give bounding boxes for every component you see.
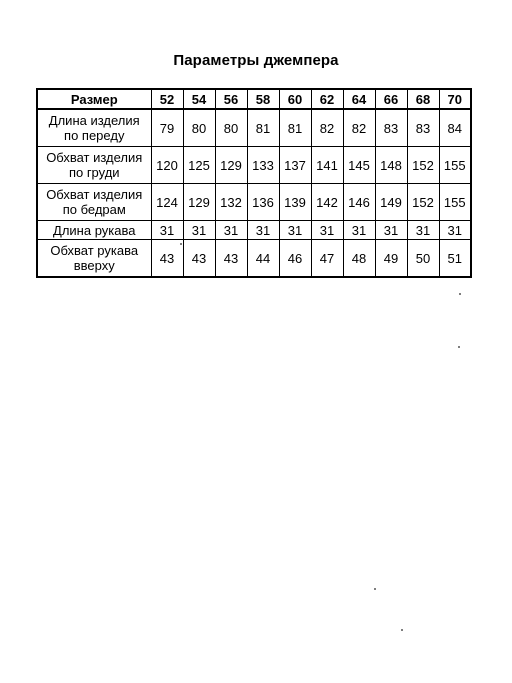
table-cell: 82 xyxy=(343,109,375,147)
table-cell: 82 xyxy=(311,109,343,147)
scan-speck xyxy=(401,629,403,631)
table-row xyxy=(37,184,471,221)
table-cell: 31 xyxy=(311,221,343,240)
row-label-line: Обхват изделия xyxy=(46,187,143,202)
row-label xyxy=(37,147,151,184)
table-cell: 31 xyxy=(279,221,311,240)
table-row xyxy=(37,240,471,278)
row-label-line: по переду xyxy=(64,128,125,143)
size-header: 62 xyxy=(311,89,343,109)
size-header: 54 xyxy=(183,89,215,109)
table-cell: 43 xyxy=(183,240,215,278)
row-label-line: вверху xyxy=(73,258,115,273)
table-cell: 43 xyxy=(215,240,247,278)
size-header: 52 xyxy=(151,89,183,109)
row-label xyxy=(37,184,151,221)
table-cell: 31 xyxy=(215,221,247,240)
scan-speck xyxy=(180,243,182,245)
table-cell: 50 xyxy=(407,240,439,278)
table-cell: 145 xyxy=(343,147,375,184)
row-label-line: Длина рукава xyxy=(53,222,136,238)
size-table xyxy=(36,88,472,278)
table-cell: 44 xyxy=(247,240,279,278)
table-cell: 84 xyxy=(439,109,471,147)
table-cell: 49 xyxy=(375,240,407,278)
size-header: 70 xyxy=(439,89,471,109)
table-row xyxy=(37,109,471,147)
document-title: Параметры джемпера xyxy=(173,52,339,69)
size-header: 68 xyxy=(407,89,439,109)
table-cell: 139 xyxy=(279,184,311,221)
table-cell: 152 xyxy=(407,184,439,221)
row-label-line: Обхват рукава xyxy=(50,243,139,258)
size-header: 60 xyxy=(279,89,311,109)
table-cell: 132 xyxy=(215,184,247,221)
row-label xyxy=(37,221,151,240)
table-cell: 129 xyxy=(183,184,215,221)
table-row xyxy=(37,147,471,184)
table-cell: 46 xyxy=(279,240,311,278)
row-label-line: по бедрам xyxy=(62,202,126,217)
header-label: Размер xyxy=(37,89,151,109)
table-cell: 31 xyxy=(247,221,279,240)
table-cell: 31 xyxy=(439,221,471,240)
table-cell: 120 xyxy=(151,147,183,184)
table-cell: 31 xyxy=(183,221,215,240)
table-row xyxy=(37,221,471,240)
table-cell: 136 xyxy=(247,184,279,221)
table-cell: 80 xyxy=(183,109,215,147)
row-label xyxy=(37,240,151,278)
table-cell: 155 xyxy=(439,147,471,184)
table-cell: 83 xyxy=(407,109,439,147)
table-cell: 31 xyxy=(343,221,375,240)
scan-speck xyxy=(374,588,376,590)
table-cell: 146 xyxy=(343,184,375,221)
table-cell: 83 xyxy=(375,109,407,147)
table-cell: 81 xyxy=(279,109,311,147)
table-cell: 48 xyxy=(343,240,375,278)
table-cell: 79 xyxy=(151,109,183,147)
scan-speck xyxy=(458,346,460,348)
table-cell: 43 xyxy=(151,240,183,278)
size-header: 64 xyxy=(343,89,375,109)
table-cell: 141 xyxy=(311,147,343,184)
row-label xyxy=(37,109,151,147)
table-cell: 80 xyxy=(215,109,247,147)
table-cell: 133 xyxy=(247,147,279,184)
table-cell: 81 xyxy=(247,109,279,147)
table-header-row xyxy=(37,89,471,109)
table-cell: 148 xyxy=(375,147,407,184)
table-cell: 31 xyxy=(151,221,183,240)
size-header: 58 xyxy=(247,89,279,109)
size-header: 56 xyxy=(215,89,247,109)
size-header: 66 xyxy=(375,89,407,109)
row-label-line: Обхват изделия xyxy=(46,150,143,165)
table-cell: 125 xyxy=(183,147,215,184)
table-cell: 149 xyxy=(375,184,407,221)
table-cell: 142 xyxy=(311,184,343,221)
row-label-line: по груди xyxy=(68,165,120,180)
table-cell: 152 xyxy=(407,147,439,184)
scan-speck xyxy=(459,293,461,295)
table-cell: 31 xyxy=(407,221,439,240)
table-cell: 51 xyxy=(439,240,471,278)
row-label-line: Длина изделия xyxy=(48,113,140,128)
table-cell: 31 xyxy=(375,221,407,240)
table-cell: 129 xyxy=(215,147,247,184)
table-cell: 137 xyxy=(279,147,311,184)
table-cell: 155 xyxy=(439,184,471,221)
table-cell: 124 xyxy=(151,184,183,221)
table-cell: 47 xyxy=(311,240,343,278)
